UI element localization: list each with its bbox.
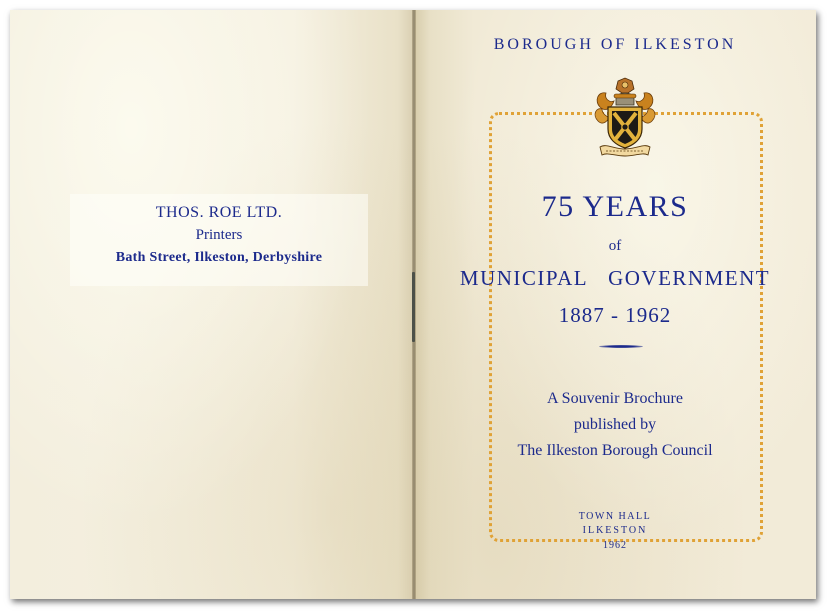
subtitle-publisher: The Ilkeston Borough Council xyxy=(517,442,713,459)
inside-cover-page xyxy=(10,10,414,599)
printer-name: THOS. ROE LTD. xyxy=(155,204,283,221)
subtitle-published-by: published by xyxy=(573,416,657,433)
printer-role: Printers xyxy=(195,227,243,243)
decorative-rule xyxy=(599,345,643,348)
coat-of-arms-icon xyxy=(592,77,658,159)
footer-town-hall: TOWN HALL xyxy=(578,511,652,522)
title-year-range: 1887 - 1962 xyxy=(558,303,672,327)
scanned-brochure xyxy=(10,10,816,599)
title-municipal-government: MUNICIPAL GOVERNMENT xyxy=(459,266,771,290)
footer-year: 1962 xyxy=(603,540,627,551)
title-of: of xyxy=(608,238,622,254)
staple xyxy=(412,272,415,342)
borough-header: BOROUGH OF ILKESTON xyxy=(493,36,737,53)
subtitle-souvenir: A Souvenir Brochure xyxy=(547,390,683,407)
front-cover-page xyxy=(414,10,816,599)
printer-label xyxy=(70,194,368,286)
printer-address: Bath Street, Ilkeston, Derbyshire xyxy=(115,250,323,265)
footer-ilkeston: ILKESTON xyxy=(582,525,648,536)
title-75-years: 75 YEARS xyxy=(541,190,689,223)
